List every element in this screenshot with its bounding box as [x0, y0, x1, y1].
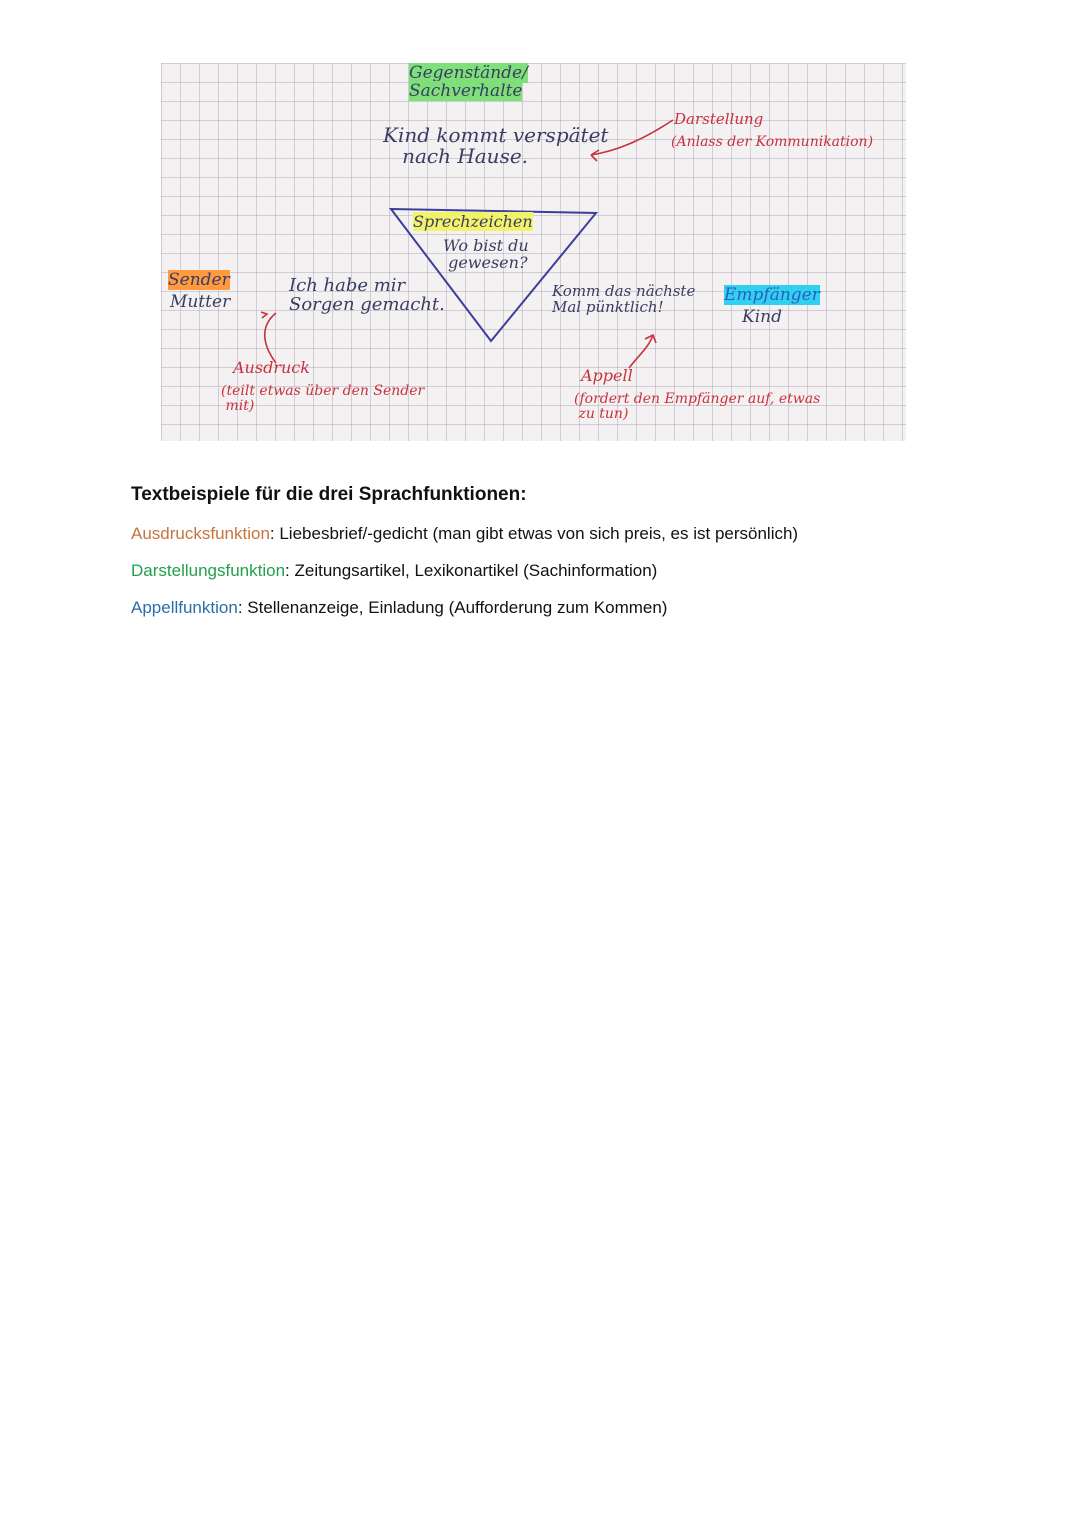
sender-name: Mutter	[170, 292, 231, 312]
empfaenger-name: Kind	[742, 307, 782, 327]
example-darstellung-text: : Zeitungsartikel, Lexikonartikel (Sachinformation)	[285, 561, 658, 580]
ausdruck-title: Ausdruck	[233, 358, 310, 377]
example-darstellung	[131, 561, 1011, 581]
example-appell	[131, 598, 1011, 618]
term-appellfunktion: Appellfunktion	[131, 598, 238, 617]
wo-bist-text: Wo bist du gewesen?	[443, 236, 529, 272]
example-ausdruck	[131, 524, 1011, 544]
sender-label: Sender	[168, 270, 230, 290]
example-appell-text: : Stellenanzeige, Einladung (Aufforderung zum Kommen)	[237, 598, 668, 617]
sprechzeichen-label: Sprechzeichen	[413, 212, 533, 231]
examples-heading: Textbeispiele für die drei Sprachfunktionen:	[131, 484, 527, 505]
kind-kommt-text: Kind kommt verspätet nach Hause.	[383, 123, 609, 168]
term-ausdrucksfunktion: Ausdrucksfunktion	[131, 524, 270, 543]
appell-arrow	[629, 335, 653, 368]
ausdruck-arrow	[265, 313, 276, 363]
komm-text: Komm das nächste Mal pünktlich!	[552, 282, 696, 316]
gegenstaende-label: Gegenstände/ Sachverhalte	[409, 63, 528, 101]
empfaenger-label: Empfänger	[724, 285, 820, 305]
darstellung-desc: (Anlass der Kommunikation)	[671, 134, 874, 150]
appell-title: Appell	[581, 366, 633, 385]
appell-desc: (fordert den Empfänger auf, etwas zu tun)	[574, 391, 821, 422]
ausdruck-desc: (teilt etwas über den Sender mit)	[221, 383, 425, 414]
ich-habe-text: Ich habe mir Sorgen gemacht.	[289, 275, 445, 315]
notebook-photo	[161, 63, 906, 441]
term-darstellungsfunktion: Darstellungsfunktion	[131, 561, 286, 580]
example-ausdruck-text: : Liebesbrief/-gedicht (man gibt etwas von sich preis, es ist persönlich)	[269, 524, 799, 543]
darstellung-title: Darstellung	[674, 110, 764, 128]
